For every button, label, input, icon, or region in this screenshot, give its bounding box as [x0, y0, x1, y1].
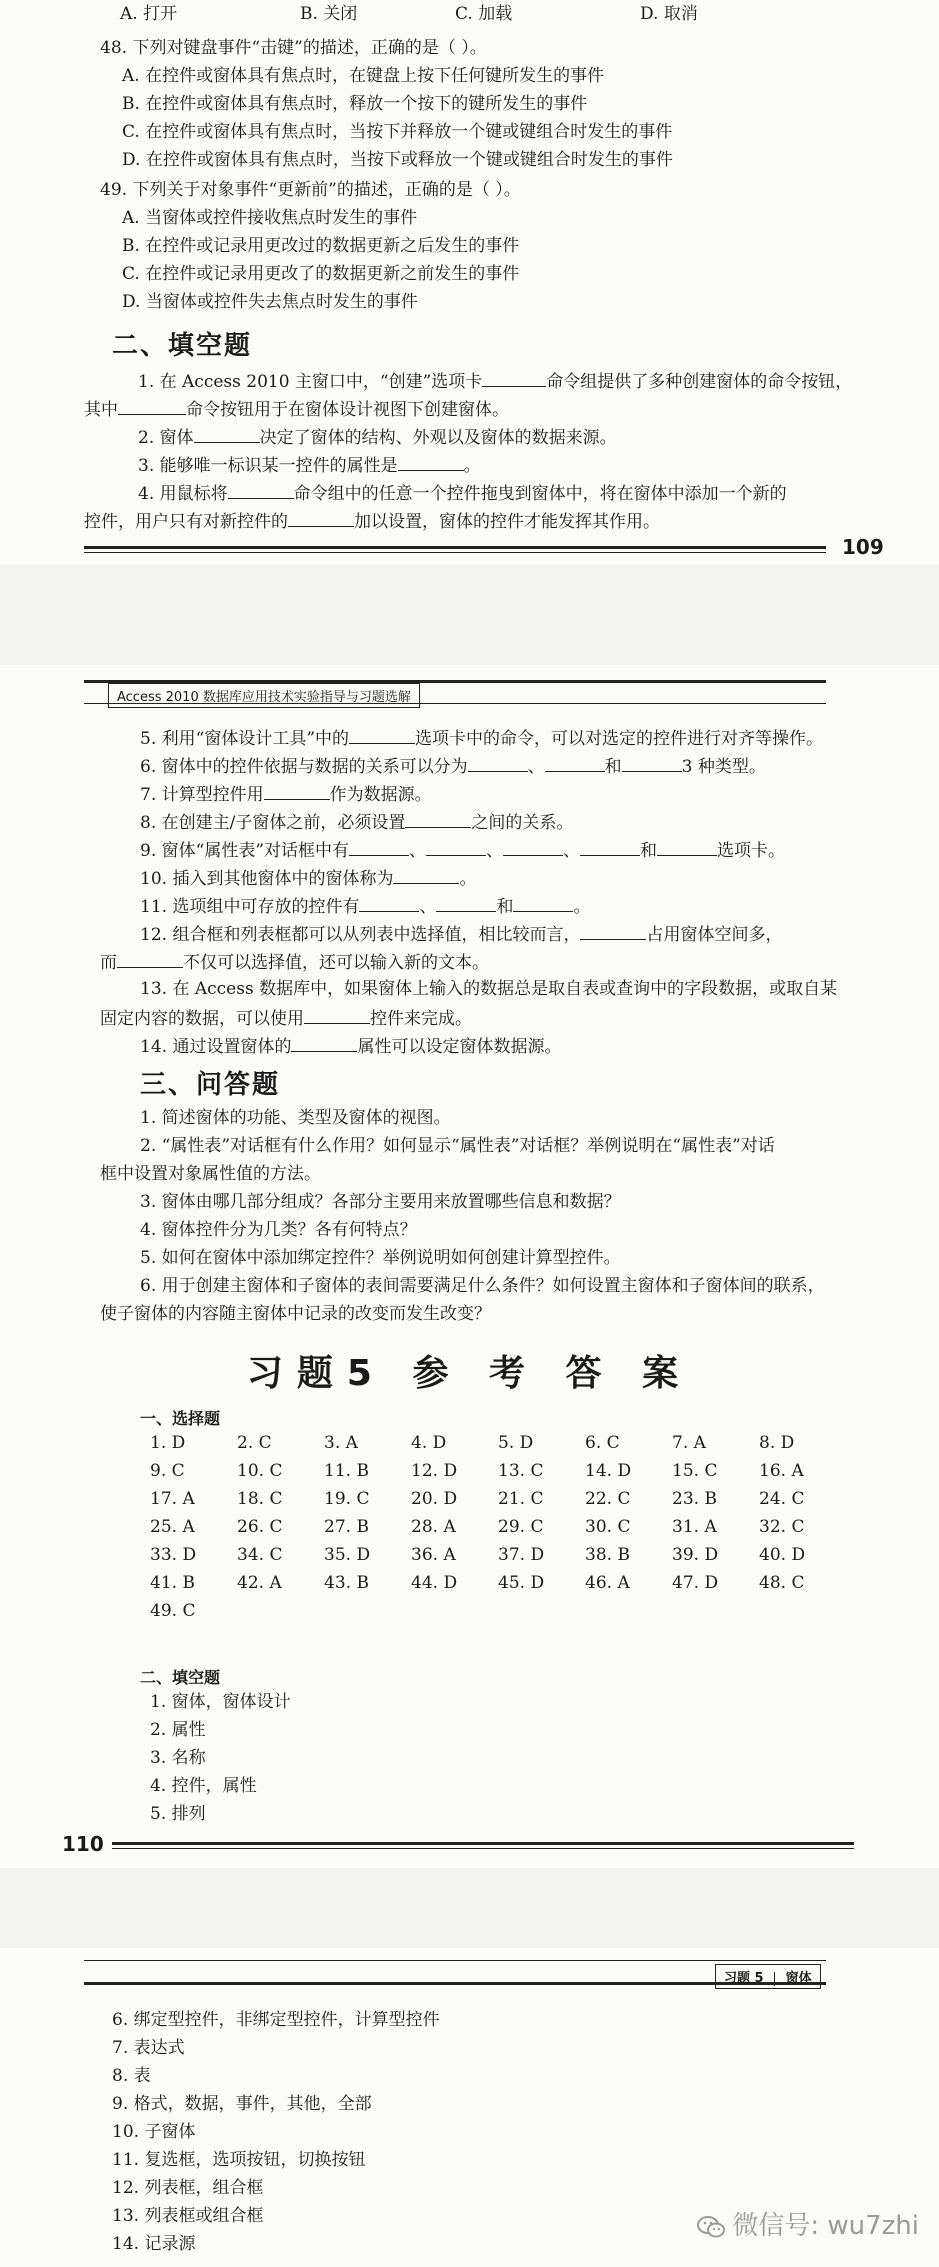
fill-question-2: 2. 窗体 决定了窗体的结构、外观以及窗体的数据来源。 — [138, 424, 617, 450]
fill-answer-13: 13. 列表框或组合框 — [112, 2206, 264, 2226]
q48-option-d: D. 在控件或窗体具有焦点时，当按下或释放一个键或键组合时发生的事件 — [122, 150, 673, 170]
fill-question-12: 12. 组合框和列表框都可以从列表中选择值，相比较而言， 占用窗体空间多， — [140, 921, 782, 947]
qa-6: 6. 用于创建主窗体和子窗体的表间需要满足什么条件？如何设置主窗体和子窗体间的联系， — [140, 1276, 825, 1296]
qa-6-cont: 使子窗体的内容随主窗体中记录的改变而发生改变？ — [100, 1304, 491, 1324]
fill-question-13-cont: 固定内容的数据，可以使用 控件来完成。 — [100, 1005, 472, 1031]
choice-answer: 37. D — [498, 1545, 545, 1565]
page-number-109: 109 — [842, 535, 884, 559]
choice-answer: 1. D — [150, 1433, 186, 1453]
choice-answer: 45. D — [498, 1573, 545, 1593]
q49-option-a: A. 当窗体或控件接收焦点时发生的事件 — [122, 208, 418, 228]
fill-answer-10: 10. 子窗体 — [112, 2122, 196, 2142]
fill-blank — [405, 809, 471, 828]
choice-answer: 2. C — [237, 1433, 272, 1453]
fill-blank — [468, 753, 528, 772]
fill-question-10: 10. 插入到其他窗体中的窗体称为 。 — [140, 865, 476, 891]
answers-title: 习题5 参 考 答 案 — [246, 1353, 693, 1394]
q48-option-c: C. 在控件或窗体具有焦点时，当按下并释放一个键或键组合时发生的事件 — [122, 122, 673, 142]
page-gap — [0, 565, 939, 665]
choice-answer-row — [150, 1601, 870, 1627]
choice-answer: 19. C — [324, 1489, 370, 1509]
fill-blank — [291, 1033, 357, 1052]
q47-option-b: B. 关闭 — [300, 4, 358, 24]
fill-question-4: 4. 用鼠标将 命令组中的任意一个控件拖曳到窗体中，将在窗体中添加一个新的 — [138, 480, 787, 506]
q49-option-d: D. 当窗体或控件失去焦点时发生的事件 — [122, 292, 418, 312]
footer-rule-110 — [112, 1842, 854, 1845]
choice-answer: 48. C — [759, 1573, 805, 1593]
fill-question-1: 1. 在 Access 2010 主窗口中，“创建”选项卡 命令组提供了多种创建窗体的命令按钮， — [138, 368, 852, 394]
fill-blank — [513, 893, 573, 912]
fill-blank — [228, 480, 294, 499]
fill-question-5: 5. 利用“窗体设计工具”中的 选项卡中的命令，可以对选定的控件进行对齐等操作。 — [140, 725, 823, 751]
choice-answer: 10. C — [237, 1461, 283, 1481]
choice-answer: 24. C — [759, 1489, 805, 1509]
footer-rule-110-thin — [112, 1848, 854, 1849]
fill-answer-8: 8. 表 — [112, 2066, 151, 2086]
choice-answer-row — [150, 1517, 870, 1543]
fill-blank — [482, 368, 546, 387]
footer-rule — [84, 546, 826, 549]
fill-question-7: 7. 计算型控件用 作为数据源。 — [140, 781, 432, 807]
fill-blank — [304, 1005, 370, 1024]
choice-answers-heading: 一、选择题 — [140, 1409, 221, 1428]
choice-answer: 9. C — [150, 1461, 185, 1481]
choice-answer: 46. A — [585, 1573, 630, 1593]
fill-blank — [398, 452, 464, 471]
choice-answer: 17. A — [150, 1489, 195, 1509]
qa-5: 5. 如何在窗体中添加绑定控件？举例说明如何创建计算型控件。 — [140, 1248, 621, 1268]
fill-answer-5: 5. 排列 — [150, 1804, 206, 1824]
fill-blank — [288, 508, 354, 527]
choice-answer: 8. D — [759, 1433, 795, 1453]
fill-blank — [545, 753, 605, 772]
choice-answer: 29. C — [498, 1517, 544, 1537]
choice-answer: 16. A — [759, 1461, 804, 1481]
q47-option-d: D. 取消 — [640, 4, 698, 24]
choice-answer: 26. C — [237, 1517, 283, 1537]
choice-answer: 47. D — [672, 1573, 719, 1593]
fill-answer-2: 2. 属性 — [150, 1720, 206, 1740]
fill-blank — [118, 396, 186, 415]
choice-answer: 18. C — [237, 1489, 283, 1509]
page-number-110: 110 — [62, 1832, 104, 1856]
choice-answer: 39. D — [672, 1545, 719, 1565]
choice-answer: 27. B — [324, 1517, 369, 1537]
chapter-header: 习题 5 窗体 — [715, 1964, 821, 1989]
qa-4: 4. 窗体控件分为几类？各有何特点？ — [140, 1220, 417, 1240]
fill-question-8: 8. 在创建主/子窗体之前，必须设置 之间的关系。 — [140, 809, 573, 835]
fill-blank — [426, 837, 486, 856]
qa-2: 2. “属性表”对话框有什么作用？如何显示“属性表”对话框？举例说明在“属性表”对话 — [140, 1136, 775, 1156]
fill-answer-9: 9. 格式，数据，事件，其他，全部 — [112, 2094, 372, 2114]
choice-answer: 7. A — [672, 1433, 706, 1453]
choice-answer: 20. D — [411, 1489, 458, 1509]
section-fill-in-title: 二、填空题 — [112, 331, 253, 361]
fill-question-14: 14. 通过设置窗体的 属性可以设定窗体数据源。 — [140, 1033, 561, 1059]
q48-stem: 48. 下列对键盘事件“击键”的描述，正确的是（ ）。 — [100, 38, 487, 58]
fill-question-1-cont: 其中 命令按钮用于在窗体设计视图下创建窗体。 — [84, 396, 509, 422]
choice-answer: 33. D — [150, 1545, 197, 1565]
fill-answers-heading: 二、填空题 — [140, 1668, 221, 1687]
choice-answer: 34. C — [237, 1545, 283, 1565]
q49-option-b: B. 在控件或记录用更改过的数据更新之后发生的事件 — [122, 236, 520, 256]
header-rule-thin — [84, 703, 826, 704]
fill-question-9: 9. 窗体“属性表”对话框中有 、 、 、 和 选项卡。 — [140, 837, 785, 863]
choice-answer: 11. B — [324, 1461, 369, 1481]
fill-blank — [622, 753, 682, 772]
running-header: Access 2010 数据库应用技术实验指导与习题选解 — [108, 683, 420, 708]
choice-answer: 3. A — [324, 1433, 358, 1453]
choice-answer: 36. A — [411, 1545, 456, 1565]
choice-answer-row — [150, 1545, 870, 1571]
choice-answer-row — [150, 1489, 870, 1515]
fill-blank — [117, 949, 183, 968]
choice-answer: 32. C — [759, 1517, 805, 1537]
fill-blank — [503, 837, 563, 856]
q49-option-c: C. 在控件或记录用更改了的数据更新之前发生的事件 — [122, 264, 520, 284]
fill-answer-6: 6. 绑定型控件，非绑定型控件，计算型控件 — [112, 2010, 440, 2030]
choice-answer: 38. B — [585, 1545, 630, 1565]
fill-blank — [264, 781, 330, 800]
wechat-icon — [696, 2214, 726, 2240]
fill-blank — [657, 837, 717, 856]
fill-question-12-cont: 而 不仅可以选择值，还可以输入新的文本。 — [100, 949, 489, 975]
choice-answer: 12. D — [411, 1461, 458, 1481]
choice-answer: 44. D — [411, 1573, 458, 1593]
q47-option-a: A. 打开 — [120, 4, 178, 24]
fill-blank — [194, 424, 260, 443]
choice-answer: 40. D — [759, 1545, 806, 1565]
fill-blank — [349, 725, 415, 744]
q48-option-b: B. 在控件或窗体具有焦点时，释放一个按下的键所发生的事件 — [122, 94, 588, 114]
fill-question-6: 6. 窗体中的控件依据与数据的关系可以分为 、 和 3 种类型。 — [140, 753, 766, 779]
choice-answer: 43. B — [324, 1573, 369, 1593]
qa-1: 1. 简述窗体的功能、类型及窗体的视图。 — [140, 1108, 451, 1128]
choice-answer-row — [150, 1573, 870, 1599]
fill-question-3: 3. 能够唯一标识某一控件的属性是 。 — [138, 452, 481, 478]
choice-answer: 28. A — [411, 1517, 456, 1537]
choice-answer: 14. D — [585, 1461, 632, 1481]
footer-rule-thin — [84, 552, 826, 553]
choice-answer: 25. A — [150, 1517, 195, 1537]
fill-answer-7: 7. 表达式 — [112, 2038, 185, 2058]
fill-blank — [580, 921, 646, 940]
choice-answer: 5. D — [498, 1433, 534, 1453]
choice-answer: 31. A — [672, 1517, 717, 1537]
choice-answer: 42. A — [237, 1573, 282, 1593]
page-gap — [0, 1868, 939, 1948]
choice-answer-row — [150, 1433, 870, 1459]
section-qa-title: 三、问答题 — [140, 1070, 281, 1100]
fill-answer-12: 12. 列表框，组合框 — [112, 2178, 264, 2198]
header-rule-top — [84, 1960, 826, 1961]
fill-blank — [349, 837, 409, 856]
choice-answer: 22. C — [585, 1489, 631, 1509]
fill-answer-3: 3. 名称 — [150, 1748, 206, 1768]
choice-answer: 49. C — [150, 1601, 196, 1621]
q48-option-a: A. 在控件或窗体具有焦点时，在键盘上按下任何键所发生的事件 — [122, 66, 605, 86]
choice-answer: 30. C — [585, 1517, 631, 1537]
choice-answer: 23. B — [672, 1489, 717, 1509]
fill-answer-11: 11. 复选框，选项按钮，切换按钮 — [112, 2150, 366, 2170]
fill-blank — [393, 865, 459, 884]
wechat-watermark: 微信号: wu7zhi — [696, 2205, 919, 2242]
fill-question-4-cont: 控件，用户只有对新控件的 加以设置，窗体的控件才能发挥其作用。 — [84, 508, 660, 534]
choice-answer-row — [150, 1461, 870, 1487]
fill-answer-1: 1. 窗体，窗体设计 — [150, 1692, 291, 1712]
fill-blank — [359, 893, 419, 912]
fill-blank — [436, 893, 496, 912]
choice-answer: 41. B — [150, 1573, 195, 1593]
choice-answer: 13. C — [498, 1461, 544, 1481]
fill-answer-14: 14. 记录源 — [112, 2234, 196, 2254]
fill-question-13: 13. 在 Access 数据库中，如果窗体上输入的数据总是取自表或查询中的字段数据，或取自某 — [140, 979, 838, 999]
choice-answer: 4. D — [411, 1433, 447, 1453]
choice-answer: 6. C — [585, 1433, 620, 1453]
choice-answer: 35. D — [324, 1545, 371, 1565]
q49-stem: 49. 下列关于对象事件“更新前”的描述，正确的是（ ）。 — [100, 180, 521, 200]
choice-answer: 21. C — [498, 1489, 544, 1509]
qa-3: 3. 窗体由哪几部分组成？各部分主要用来放置哪些信息和数据？ — [140, 1192, 621, 1212]
fill-answer-4: 4. 控件，属性 — [150, 1776, 257, 1796]
fill-blank — [580, 837, 640, 856]
qa-2-cont: 框中设置对象属性值的方法。 — [100, 1164, 321, 1184]
q47-option-c: C. 加载 — [455, 4, 513, 24]
fill-question-11: 11. 选项组中可存放的控件有 、 和 。 — [140, 893, 590, 919]
choice-answer: 15. C — [672, 1461, 718, 1481]
